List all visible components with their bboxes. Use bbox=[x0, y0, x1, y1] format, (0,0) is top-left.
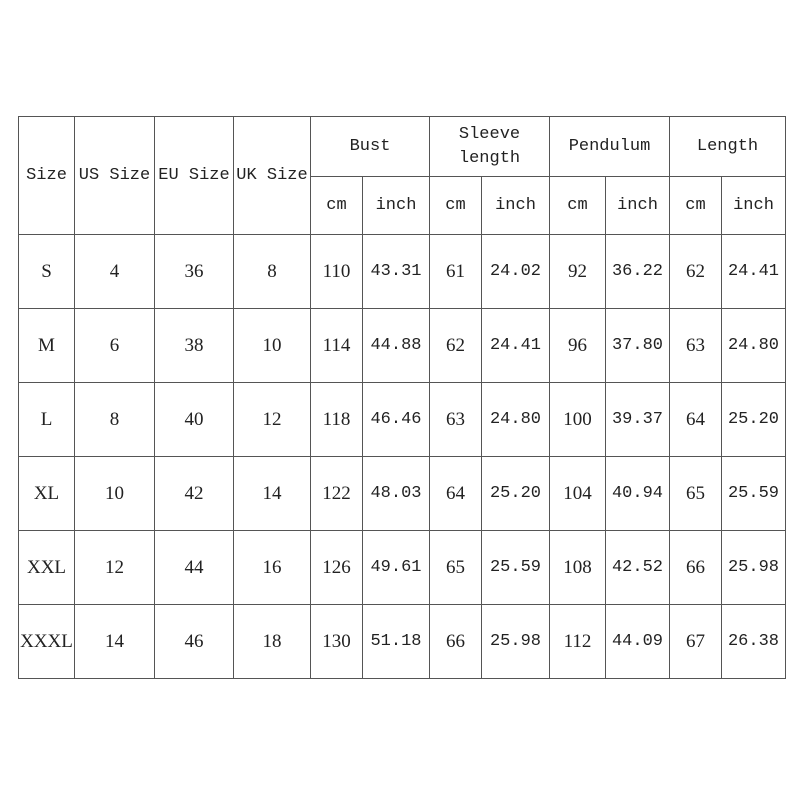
bust-inch-cell: 49.61 bbox=[363, 531, 430, 605]
bust-cm-cell: 118 bbox=[311, 383, 363, 457]
length-cm-cell: 65 bbox=[670, 457, 722, 531]
bust-cm-cell: 130 bbox=[311, 605, 363, 679]
length-inch-cell: 24.80 bbox=[722, 309, 786, 383]
uk-size-cell: 18 bbox=[234, 605, 311, 679]
bust-inch-cell: 51.18 bbox=[363, 605, 430, 679]
uk-size-cell: 10 bbox=[234, 309, 311, 383]
pendulum-cm-cell: 92 bbox=[550, 235, 606, 309]
bust-inch-unit: inch bbox=[363, 177, 430, 235]
length-inch-cell: 26.38 bbox=[722, 605, 786, 679]
size-cell: L bbox=[19, 383, 75, 457]
bust-inch-cell: 48.03 bbox=[363, 457, 430, 531]
bust-cm-cell: 114 bbox=[311, 309, 363, 383]
length-inch-cell: 25.59 bbox=[722, 457, 786, 531]
sleeve-cm-unit: cm bbox=[430, 177, 482, 235]
eu-size-cell: 46 bbox=[155, 605, 234, 679]
sleeve-cm-cell: 66 bbox=[430, 605, 482, 679]
bust-cm-cell: 110 bbox=[311, 235, 363, 309]
pendulum-inch-cell: 44.09 bbox=[606, 605, 670, 679]
size-chart-table bbox=[18, 116, 786, 679]
uk-size-cell: 8 bbox=[234, 235, 311, 309]
bust-cm-cell: 122 bbox=[311, 457, 363, 531]
pendulum-inch-cell: 42.52 bbox=[606, 531, 670, 605]
bust-cm-cell: 126 bbox=[311, 531, 363, 605]
pendulum-cm-cell: 112 bbox=[550, 605, 606, 679]
table-row bbox=[19, 235, 786, 309]
sleeve-inch-cell: 25.59 bbox=[482, 531, 550, 605]
size-cell: XXXL bbox=[19, 605, 75, 679]
eu-size-cell: 36 bbox=[155, 235, 234, 309]
us-size-cell: 10 bbox=[75, 457, 155, 531]
uk-size-cell: 16 bbox=[234, 531, 311, 605]
sleeve-cm-cell: 62 bbox=[430, 309, 482, 383]
bust-inch-cell: 43.31 bbox=[363, 235, 430, 309]
us-size-cell: 4 bbox=[75, 235, 155, 309]
eu-size-cell: 42 bbox=[155, 457, 234, 531]
sleeve-inch-cell: 24.02 bbox=[482, 235, 550, 309]
header-row bbox=[19, 117, 786, 177]
bust-cm-unit: cm bbox=[311, 177, 363, 235]
bust-inch-cell: 46.46 bbox=[363, 383, 430, 457]
length-cm-cell: 64 bbox=[670, 383, 722, 457]
size-cell: S bbox=[19, 235, 75, 309]
length-cm-unit: cm bbox=[670, 177, 722, 235]
pendulum-inch-cell: 37.80 bbox=[606, 309, 670, 383]
sleeve-inch-cell: 25.98 bbox=[482, 605, 550, 679]
sleeve-cm-cell: 64 bbox=[430, 457, 482, 531]
sleeve-cm-cell: 63 bbox=[430, 383, 482, 457]
length-inch-unit: inch bbox=[722, 177, 786, 235]
length-cm-cell: 67 bbox=[670, 605, 722, 679]
table-row bbox=[19, 457, 786, 531]
sleeve-inch-cell: 24.80 bbox=[482, 383, 550, 457]
length-inch-cell: 25.98 bbox=[722, 531, 786, 605]
pendulum-header: Pendulum bbox=[550, 117, 670, 177]
size-cell: XL bbox=[19, 457, 75, 531]
table-row bbox=[19, 309, 786, 383]
sleeve-cm-cell: 65 bbox=[430, 531, 482, 605]
size-cell: XXL bbox=[19, 531, 75, 605]
bust-inch-cell: 44.88 bbox=[363, 309, 430, 383]
eu-size-cell: 38 bbox=[155, 309, 234, 383]
table-row bbox=[19, 531, 786, 605]
us-size-cell: 8 bbox=[75, 383, 155, 457]
us-size-cell: 6 bbox=[75, 309, 155, 383]
size-header: Size bbox=[19, 117, 75, 235]
uk-size-header: UK Size bbox=[234, 117, 311, 235]
sleeve-cm-cell: 61 bbox=[430, 235, 482, 309]
pendulum-cm-unit: cm bbox=[550, 177, 606, 235]
eu-size-header: EU Size bbox=[155, 117, 234, 235]
us-size-cell: 12 bbox=[75, 531, 155, 605]
length-cm-cell: 66 bbox=[670, 531, 722, 605]
sleeve-inch-cell: 25.20 bbox=[482, 457, 550, 531]
bust-header: Bust bbox=[311, 117, 430, 177]
pendulum-cm-cell: 100 bbox=[550, 383, 606, 457]
sleeve-inch-cell: 24.41 bbox=[482, 309, 550, 383]
us-size-cell: 14 bbox=[75, 605, 155, 679]
eu-size-cell: 40 bbox=[155, 383, 234, 457]
size-cell: M bbox=[19, 309, 75, 383]
pendulum-cm-cell: 96 bbox=[550, 309, 606, 383]
length-cm-cell: 63 bbox=[670, 309, 722, 383]
table-row bbox=[19, 383, 786, 457]
uk-size-cell: 12 bbox=[234, 383, 311, 457]
pendulum-inch-cell: 36.22 bbox=[606, 235, 670, 309]
sleeve-inch-unit: inch bbox=[482, 177, 550, 235]
eu-size-cell: 44 bbox=[155, 531, 234, 605]
us-size-header: US Size bbox=[75, 117, 155, 235]
pendulum-cm-cell: 108 bbox=[550, 531, 606, 605]
table-row bbox=[19, 605, 786, 679]
length-header: Length bbox=[670, 117, 786, 177]
length-cm-cell: 62 bbox=[670, 235, 722, 309]
length-inch-cell: 24.41 bbox=[722, 235, 786, 309]
pendulum-inch-cell: 39.37 bbox=[606, 383, 670, 457]
uk-size-cell: 14 bbox=[234, 457, 311, 531]
pendulum-cm-cell: 104 bbox=[550, 457, 606, 531]
length-inch-cell: 25.20 bbox=[722, 383, 786, 457]
pendulum-inch-unit: inch bbox=[606, 177, 670, 235]
sleeve-length-header: Sleeve length bbox=[430, 117, 550, 177]
pendulum-inch-cell: 40.94 bbox=[606, 457, 670, 531]
